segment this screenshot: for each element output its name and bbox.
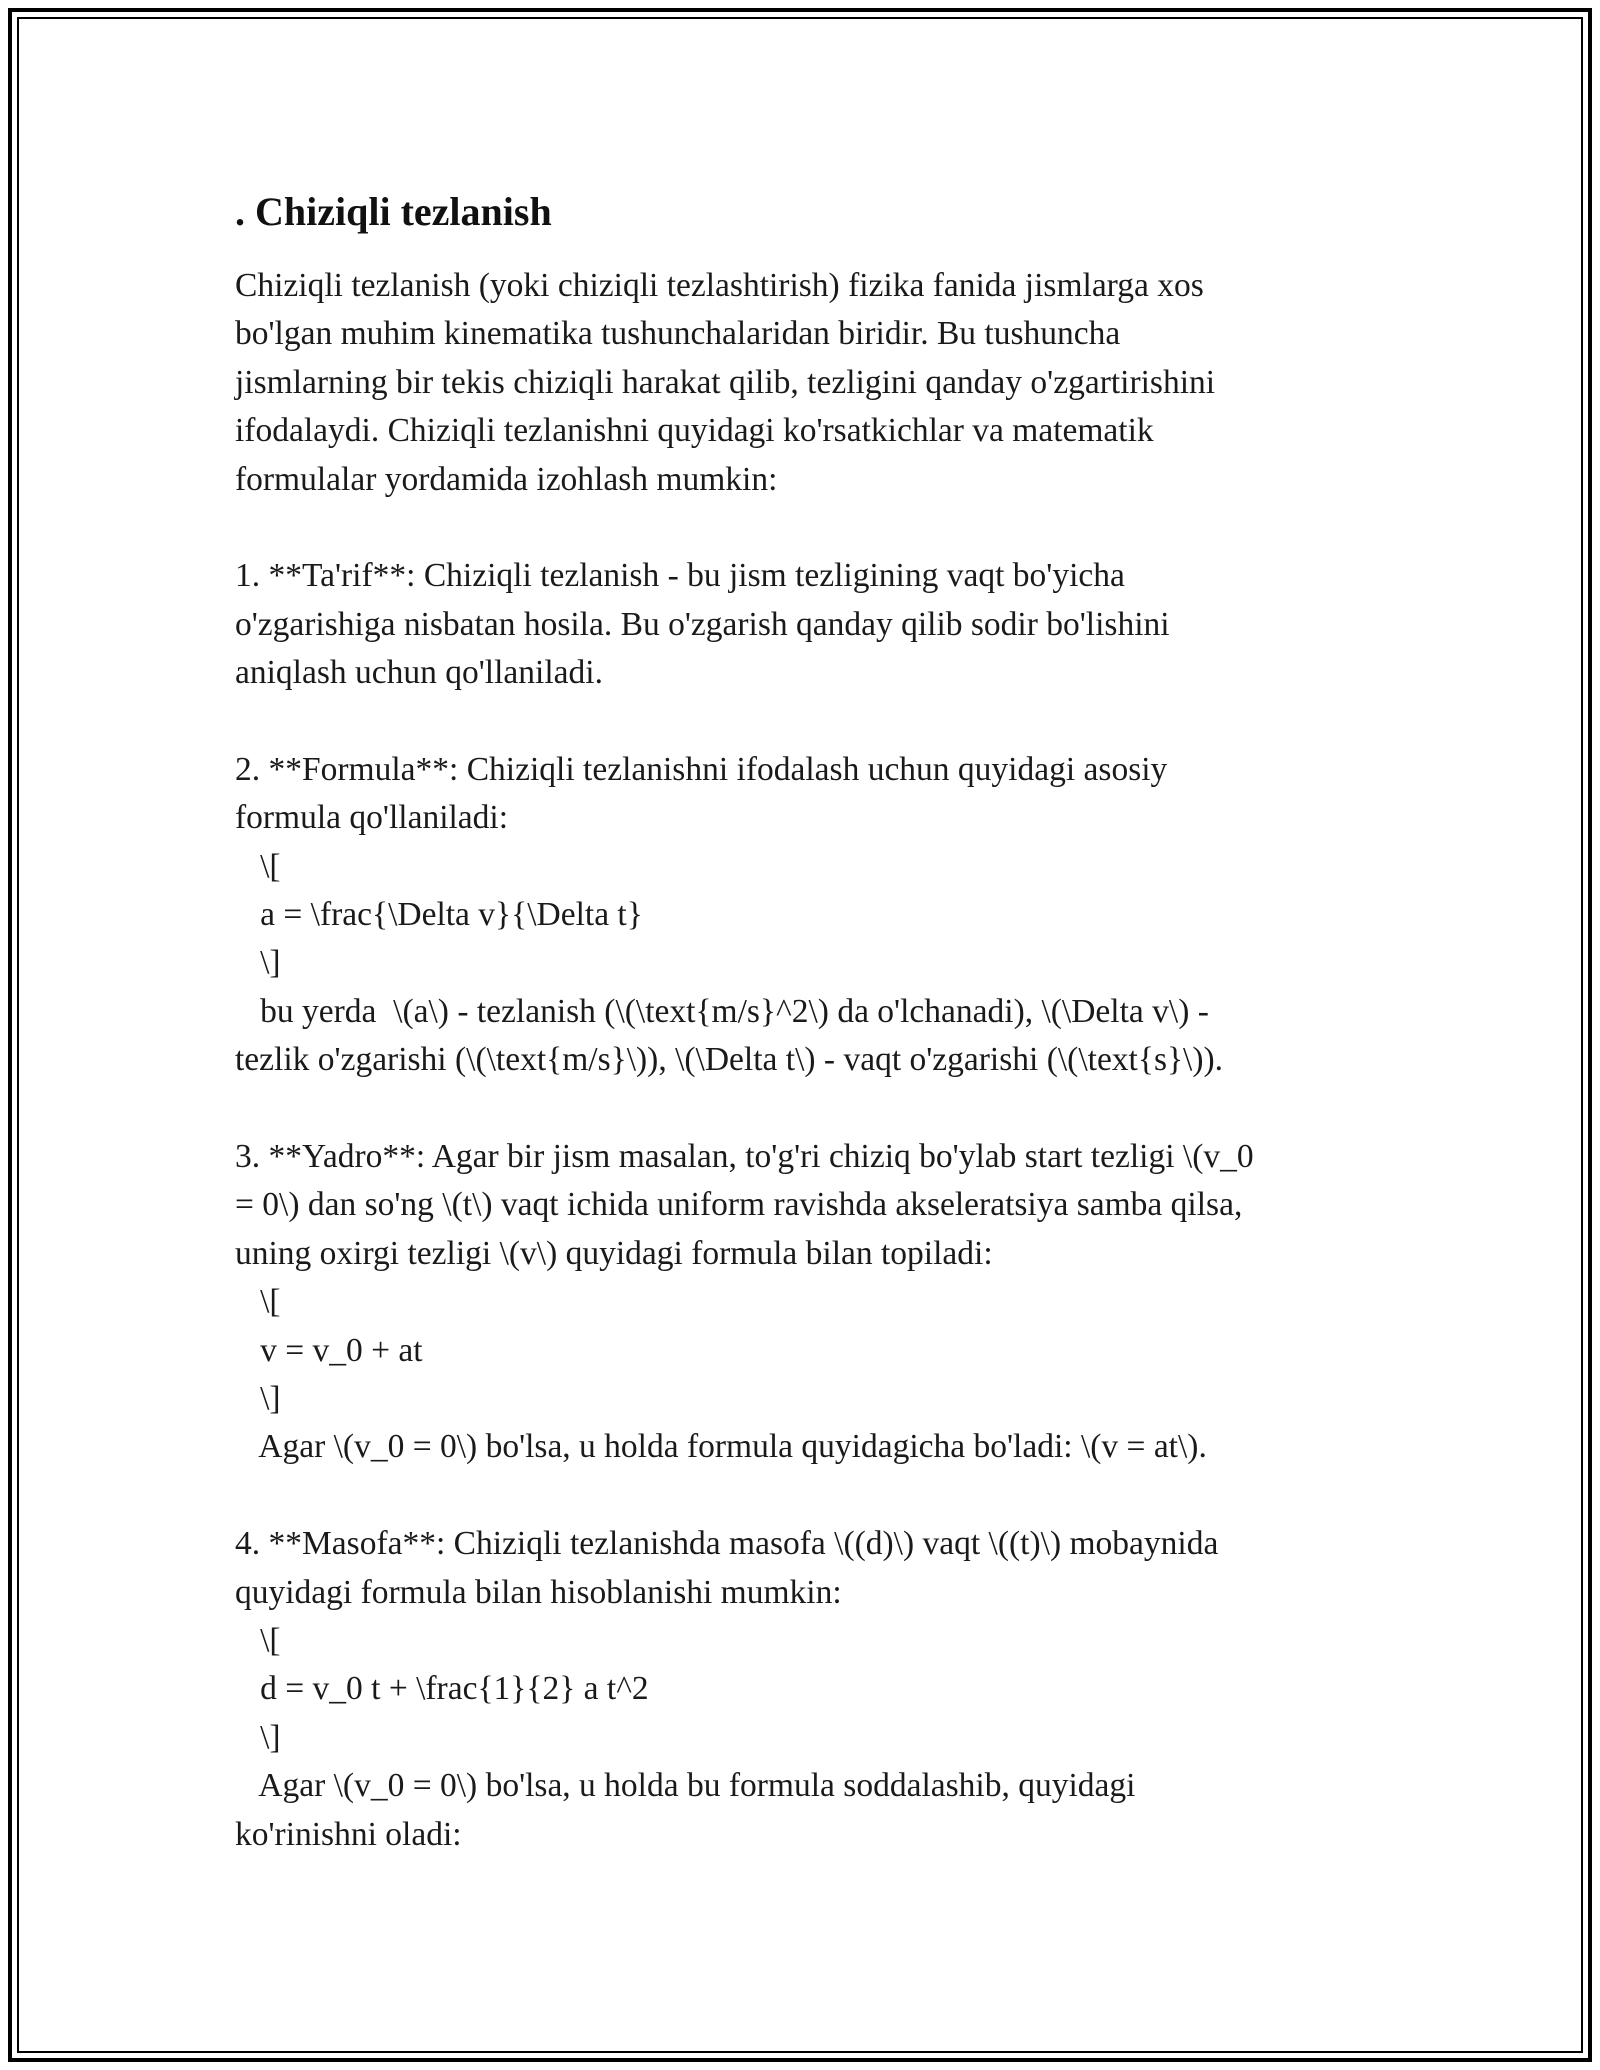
intro-paragraph <box>235 262 1365 504</box>
formula-line: \[ <box>235 847 281 885</box>
text-line: bo'lgan muhim kinematika tushunchalaridan biridir. Bu tushuncha <box>235 315 1121 353</box>
formula-line: v = v_0 + at <box>235 1331 423 1369</box>
text-line: quyidagi formula bilan hisoblanishi mumkin: <box>235 1573 842 1611</box>
paragraph-gap <box>235 1472 1365 1520</box>
paragraph-gap <box>235 1085 1365 1133</box>
text-line: Agar \(v_0 = 0\) bo'lsa, u holda formula quyidagicha bo'ladi: \(v = at\). <box>235 1428 1207 1466</box>
document-body <box>235 184 1365 1859</box>
text-line: bu yerda \(a\) - tezlanish (\(\text{m/s}^2\) da o'lchanadi), \(\Delta v\) - <box>235 992 1209 1030</box>
list-item-core <box>235 1133 1365 1472</box>
paragraph-gap <box>235 698 1365 746</box>
text-line: Agar \(v_0 = 0\) bo'lsa, u holda bu formula soddalashib, quyidagi <box>235 1767 1136 1805</box>
formula-line: \[ <box>235 1283 281 1321</box>
text-line: formula qo'llaniladi: <box>235 799 509 837</box>
list-item-definition <box>235 552 1365 697</box>
formula-line: \] <box>235 1379 281 1417</box>
text-line: ko'rinishni oladi: <box>235 1815 462 1853</box>
formula-line: d = v_0 t + \frac{1}{2} a t^2 <box>235 1670 649 1708</box>
text-line: 2. **Formula**: Chiziqli tezlanishni ifodalash uchun quyidagi asosiy <box>235 750 1168 788</box>
list-item-distance <box>235 1520 1365 1859</box>
section-title: . Chiziqli tezlanish <box>235 189 552 234</box>
formula-line: \] <box>235 944 281 982</box>
text-line: = 0\) dan so'ng \(t\) vaqt ichida uniform ravishda akseleratsiya samba qilsa, <box>235 1186 1243 1224</box>
text-line: o'zgarishiga nisbatan hosila. Bu o'zgarish qanday qilib sodir bo'lishini <box>235 605 1170 643</box>
list-item-formula <box>235 746 1365 1085</box>
text-line: jismlarning bir tekis chiziqli harakat qilib, tezligini qanday o'zgartirishini <box>235 363 1216 401</box>
formula-line: a = \frac{\Delta v}{\Delta t} <box>235 896 643 934</box>
text-line: ifodalaydi. Chiziqli tezlanishni quyidagi ko'rsatkichlar va matematik <box>235 412 1154 450</box>
text-line: 4. **Masofa**: Chiziqli tezlanishda masofa \((d)\) vaqt \((t)\) mobaynida <box>235 1525 1219 1563</box>
text-line: formulalar yordamida izohlash mumkin: <box>235 460 778 498</box>
text-line: uning oxirgi tezligi \(v\) quyidagi formula bilan topiladi: <box>235 1234 993 1272</box>
formula-line: \] <box>235 1718 281 1756</box>
paragraph-gap <box>235 504 1365 552</box>
formula-line: \[ <box>235 1621 281 1659</box>
text-line: Chiziqli tezlanish (yoki chiziqli tezlashtirish) fizika fanida jismlarga xos <box>235 267 1204 304</box>
text-line: 3. **Yadro**: Agar bir jism masalan, to'g'ri chiziq bo'ylab start tezligi \(v_0 <box>235 1138 1254 1176</box>
text-line: 1. **Ta'rif**: Chiziqli tezlanish - bu jism tezligining vaqt bo'yicha <box>235 557 1125 595</box>
text-line: tezlik o'zgarishi (\(\text{m/s}\)), \(\Delta t\) - vaqt o'zgarishi (\(\text{s}\)). <box>235 1041 1224 1079</box>
text-line: aniqlash uchun qo'llaniladi. <box>235 654 603 692</box>
